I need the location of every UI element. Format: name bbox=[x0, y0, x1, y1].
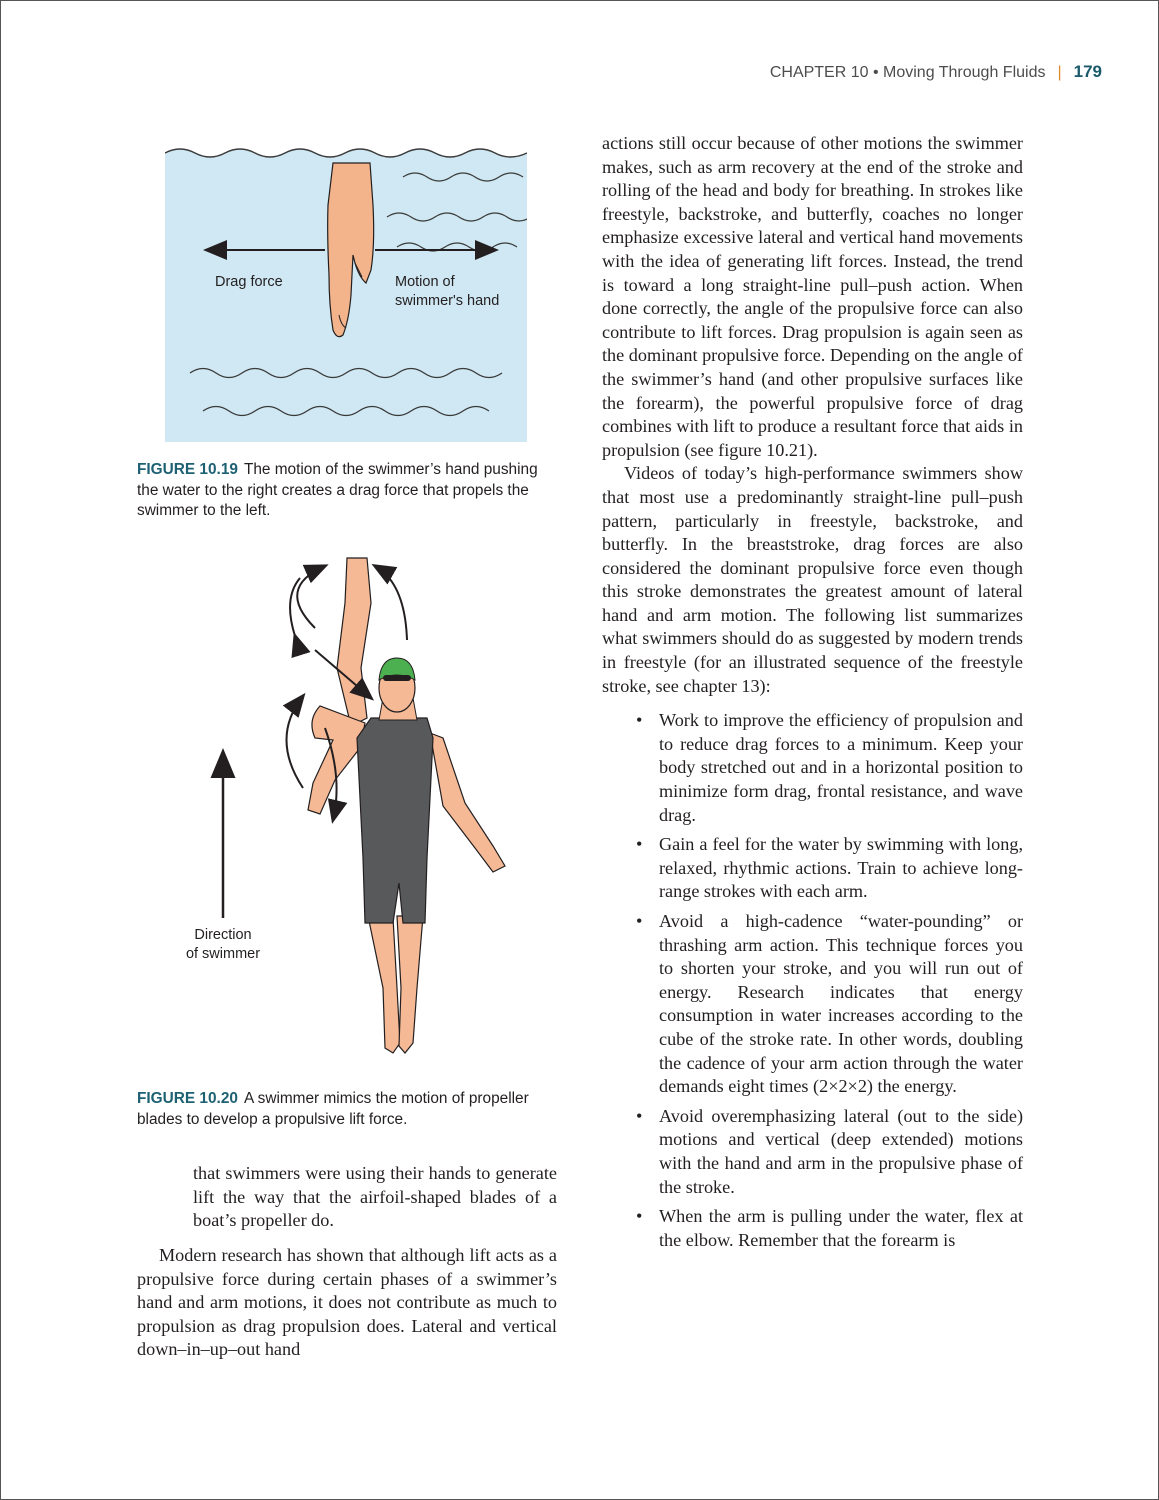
list-item: • Work to improve the efficiency of propulsion and to reduce drag forces to a minimum. Keep your body stretched out and in a horizontal position to minimize form drag, frontal resistance, and wave drag. bbox=[636, 710, 1023, 825]
raised-arm bbox=[337, 558, 371, 726]
caption-text: The motion of the swimmer’s hand pushing the water to the right creates a drag force that propels the swimmer to the left. bbox=[137, 461, 538, 519]
list-item: • Gain a feel for the water by swimming with long, relaxed, rhythmic actions. Train to achieve long-range strokes with each arm. bbox=[636, 834, 1023, 902]
lift-motion-arrow bbox=[297, 566, 325, 628]
body-paragraph: Modern research has shown that although lift acts as a propulsive force during certain phases of a swimmer’s hand and arm motions, it does not contribute as much to propulsion as drag propulsion does. Lateral and vertical down–in–up–out hand bbox=[137, 1245, 557, 1360]
running-head bbox=[770, 62, 1102, 82]
body-paragraph: Videos of today’s high-performance swimmers show that most use a predominantly straight-line pull–push pattern, particularly in freestyle, backstroke, and butterfly. In the breaststroke, drag forces are also considered the dominant propulsive force even though this stroke demonstrates the greatest amount of lateral hand and arm motion. The following list summarizes what swimmers should do as suggested by modern trends in freestyle (for an illustrated sequence of the freestyle stroke, see chapter 13): bbox=[602, 463, 1023, 696]
swimmer-lift-diagram bbox=[175, 548, 525, 1078]
list-item: • When the arm is pulling under the water, flex at the elbow. Remember that the forearm is bbox=[636, 1206, 1023, 1250]
legs bbox=[368, 916, 400, 1053]
bullet-icon: • bbox=[636, 834, 643, 855]
header-separator: | bbox=[1057, 64, 1062, 81]
chapter-title: CHAPTER 10 • Moving Through Fluids bbox=[769, 64, 1046, 81]
body-paragraph: actions still occur because of other motions the swimmer makes, such as arm recovery at the end of the stroke and rolling of the head and body for breathing. In strokes like freestyle, backstroke, and butterfly, coaches no longer emphasize excessive lateral and vertical hand movements with the idea of generating lift forces. Instead, the trend is toward a long straight-line pull–push action. When done correctly, the angle of the propulsive force can also contribute to lift forces. Drag propulsion is again seen as the dominant propulsive force. Depending on the angle of the swimmer’s hand (and other propulsive surfaces like the forearm), the powerful propulsive force of drag combines with lift to produce a resultant force that aids in propulsion (see figure 10.21). bbox=[602, 133, 1023, 460]
figure-10-20-caption bbox=[137, 1089, 557, 1130]
lift-motion-arrow bbox=[375, 566, 407, 640]
extended-arm bbox=[430, 733, 505, 872]
bullet-icon: • bbox=[636, 911, 643, 931]
bullet-list bbox=[602, 709, 1023, 1252]
goggles bbox=[383, 675, 411, 681]
lift-motion-arrow bbox=[287, 696, 304, 788]
figure-10-20-illustration bbox=[175, 548, 525, 1078]
swim-suit bbox=[357, 718, 433, 923]
direction-label: Direction of swimmer bbox=[185, 927, 261, 962]
right-column bbox=[602, 132, 1023, 1258]
bullet-icon: • bbox=[636, 1105, 643, 1126]
figure-label: FIGURE 10.19 bbox=[137, 461, 238, 478]
caption-text: A swimmer mimics the motion of propeller blades to develop a propulsive lift force. bbox=[137, 1090, 529, 1128]
list-item: • Avoid overemphasizing lateral (out to the side) motions and vertical (deep extended) motions with the hand and arm in the propulsive phase of the stroke. bbox=[636, 1105, 1023, 1197]
block-quote: that swimmers were using their hands to generate lift the way that the airfoil-shaped blades of a boat’s propeller do. bbox=[193, 1163, 557, 1231]
figure-10-19-illustration bbox=[165, 145, 527, 442]
page-number: 179 bbox=[1073, 62, 1102, 81]
drag-force-label: Drag force bbox=[215, 274, 283, 290]
bullet-icon: • bbox=[636, 710, 643, 731]
figure-10-19-caption bbox=[137, 460, 557, 522]
bullet-icon: • bbox=[636, 1206, 643, 1227]
hand-motion-label: Motion of swimmer's hand bbox=[395, 274, 500, 309]
list-item: • Avoid a high-cadence “water-pounding” or thrashing arm action. This technique forces you to shorten your stroke, and you will run out of energy. Research indicates that energy consumption in water increases according to the cube of the stroke rate. In other words, doubling the cadence of your arm action through the water demands eight times (2×2×2) the energy. bbox=[636, 911, 1023, 1097]
figure-label: FIGURE 10.20 bbox=[137, 1090, 238, 1107]
